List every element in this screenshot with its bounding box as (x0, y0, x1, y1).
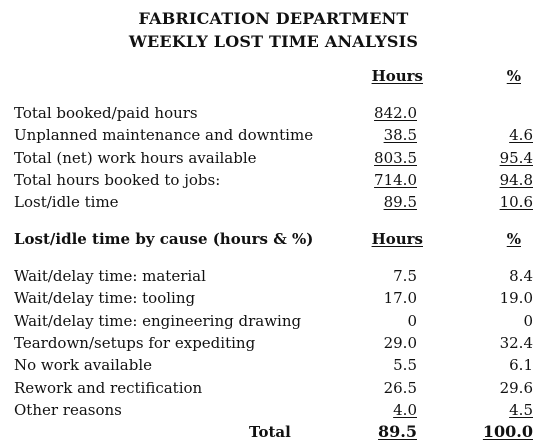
row-hours: 29.0 (383, 334, 417, 352)
row-percent: 95.4 (499, 149, 533, 167)
row-label: Wait/delay time: tooling (14, 289, 196, 307)
cause-row-no-work (0, 355, 547, 375)
row-percent: 6.1 (509, 356, 533, 374)
row-hours: 26.5 (383, 379, 417, 397)
row-percent: 4.5 (509, 401, 533, 419)
row-hours: 38.5 (383, 126, 417, 144)
row-label: Teardown/setups for expediting (14, 334, 256, 352)
row-label: Lost/idle time (14, 193, 119, 211)
summary-row-lost-idle (0, 192, 547, 212)
cause-section-heading: Lost/idle time by cause (hours & %) (14, 230, 314, 248)
summary-row-unplanned-maintenance (0, 125, 547, 145)
row-percent: 19.0 (499, 289, 533, 307)
cause-section-header-row (0, 229, 547, 249)
row-percent: 94.8 (499, 171, 533, 189)
row-hours: 714.0 (374, 171, 417, 189)
cause-row-engineering-drawing (0, 311, 547, 331)
row-label: Total booked/paid hours (14, 104, 198, 122)
total-hours: 89.5 (378, 422, 417, 441)
row-hours: 4.0 (393, 401, 417, 419)
row-hours: 842.0 (374, 104, 417, 122)
row-percent: 8.4 (509, 267, 533, 285)
row-percent: 0 (523, 312, 533, 330)
row-label: No work available (14, 356, 152, 374)
summary-row-booked-to-jobs (0, 170, 547, 190)
row-hours: 803.5 (374, 149, 417, 167)
row-hours: 0 (407, 312, 417, 330)
row-label: Rework and rectification (14, 379, 203, 397)
total-row (0, 422, 547, 442)
summary-row-net-available (0, 148, 547, 168)
cause-row-tooling (0, 288, 547, 308)
row-hours: 5.5 (393, 356, 417, 374)
total-percent: 100.0 (482, 422, 533, 441)
row-label: Wait/delay time: engineering drawing (14, 312, 302, 330)
cause-percent-column-header: % (506, 230, 521, 248)
report-title-line2: WEEKLY LOST TIME ANALYSIS (128, 32, 419, 51)
percent-column-header: % (506, 67, 521, 85)
row-label: Other reasons (14, 401, 122, 419)
total-label: Total (249, 423, 291, 441)
column-header-row (0, 66, 547, 86)
row-percent: 32.4 (499, 334, 533, 352)
row-percent: 29.6 (499, 379, 533, 397)
row-hours: 7.5 (393, 267, 417, 285)
row-percent: 4.6 (509, 126, 533, 144)
row-hours: 89.5 (383, 193, 417, 211)
cause-hours-column-header: Hours (371, 230, 423, 248)
summary-row-booked-paid (0, 103, 547, 123)
row-label: Total (net) work hours available (14, 149, 257, 167)
row-hours: 17.0 (383, 289, 417, 307)
row-label: Unplanned maintenance and downtime (14, 126, 314, 144)
cause-row-material (0, 266, 547, 286)
cause-row-rework (0, 378, 547, 398)
cause-row-other (0, 400, 547, 420)
hours-column-header: Hours (371, 67, 423, 85)
report-title-line1: FABRICATION DEPARTMENT (138, 9, 409, 28)
row-label: Total hours booked to jobs: (14, 171, 221, 189)
row-label: Wait/delay time: material (14, 267, 206, 285)
row-percent: 10.6 (499, 193, 533, 211)
cause-row-teardown-setups (0, 333, 547, 353)
